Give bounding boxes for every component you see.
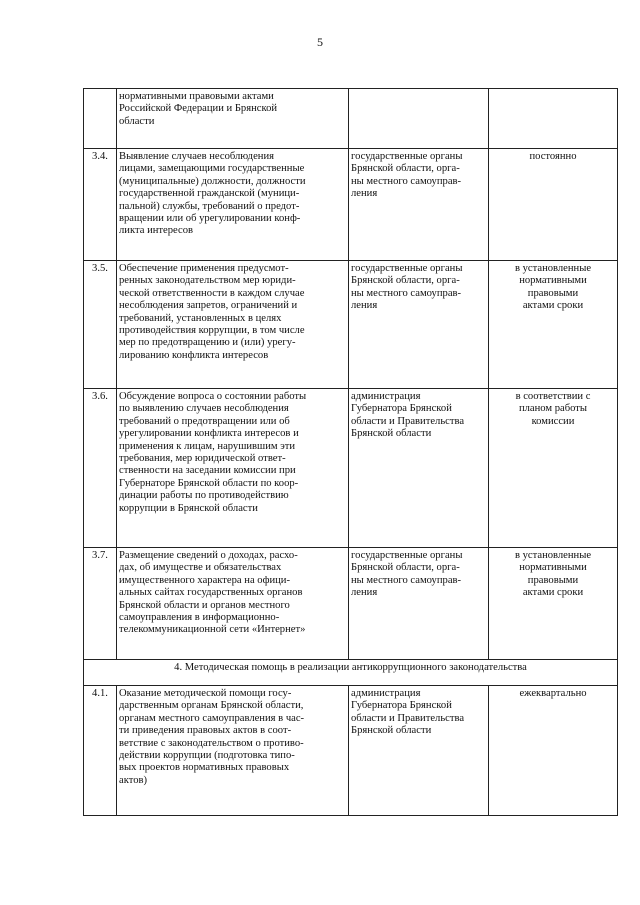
table-row: [84, 389, 618, 548]
action-text: Обсуждение вопроса о состоянии работы по выявлению случаев несоблюдения требований о предотвращении или об урегулировании конфликта интересов и применения к лицам, нарушившим эти требования, мер юридической ответ- ственности на заседании комиссии при Губернаторе Брянской области по коор- динации работы по противодействию коррупции в Брянской области: [117, 389, 349, 548]
term-text: постоянно: [489, 149, 618, 261]
term-text: ежеквартально: [489, 686, 618, 816]
table-row: [84, 548, 618, 660]
executor-text: государственные органы Брянской области, орга- ны местного самоуправ- ления: [349, 149, 489, 261]
row-number: 3.7.: [84, 548, 117, 660]
section-title: 4. Методическая помощь в реализации антикоррупционного законодательства: [84, 660, 618, 686]
executor-text: [349, 89, 489, 149]
action-text: нормативными правовыми актами Российской Федерации и Брянской области: [117, 89, 349, 149]
table-row: [84, 89, 618, 149]
action-text: Обеспечение применения предусмот- ренных законодательством мер юриди- ческой ответственности в каждом случае несоблюдения запретов, ограничений и требований, установленных в целях противодействия коррупции, в том числе мер по предотвращению и (или) урегу- лированию конфликта интересов: [117, 261, 349, 389]
table-row: [84, 261, 618, 389]
table-row: [84, 149, 618, 261]
term-text: в установленные нормативными правовыми актами сроки: [489, 261, 618, 389]
executor-text: государственные органы Брянской области, орга- ны местного самоуправ- ления: [349, 548, 489, 660]
row-number: [84, 89, 117, 149]
term-text: в установленные нормативными правовыми актами сроки: [489, 548, 618, 660]
term-text: в соответствии с планом работы комиссии: [489, 389, 618, 548]
row-number: 3.4.: [84, 149, 117, 261]
row-number: 4.1.: [84, 686, 117, 816]
term-text: [489, 89, 618, 149]
executor-text: государственные органы Брянской области, орга- ны местного самоуправ- ления: [349, 261, 489, 389]
action-text: Оказание методической помощи госу- дарственным органам Брянской области, органам местного самоуправления в час- ти приведения правовых актов в соот- ветствие с законодательством о противо- действии коррупции (подготовка типо- вых проектов нормативных правовых актов): [117, 686, 349, 816]
executor-text: администрация Губернатора Брянской области и Правительства Брянской области: [349, 389, 489, 548]
action-text: Размещение сведений о доходах, расхо- дах, об имуществе и обязательствах имущественного характера на офици- альных сайтах государственных органов Брянской области и органов местного самоуправления в информационно- телекоммуникационной сети «Интернет»: [117, 548, 349, 660]
page-number: 5: [317, 35, 323, 49]
row-number: 3.5.: [84, 261, 117, 389]
action-text: Выявление случаев несоблюдения лицами, замещающими государственные (муниципальные) должности, должности государственной гражданской (муници- пальной) службы, требований о предот- вращении или об урегулировании конф- ликта интересов: [117, 149, 349, 261]
row-number: 3.6.: [84, 389, 117, 548]
executor-text: администрация Губернатора Брянской области и Правительства Брянской области: [349, 686, 489, 816]
section-header-row: [84, 660, 618, 686]
action-plan-table: [83, 88, 618, 816]
table-row: [84, 686, 618, 816]
